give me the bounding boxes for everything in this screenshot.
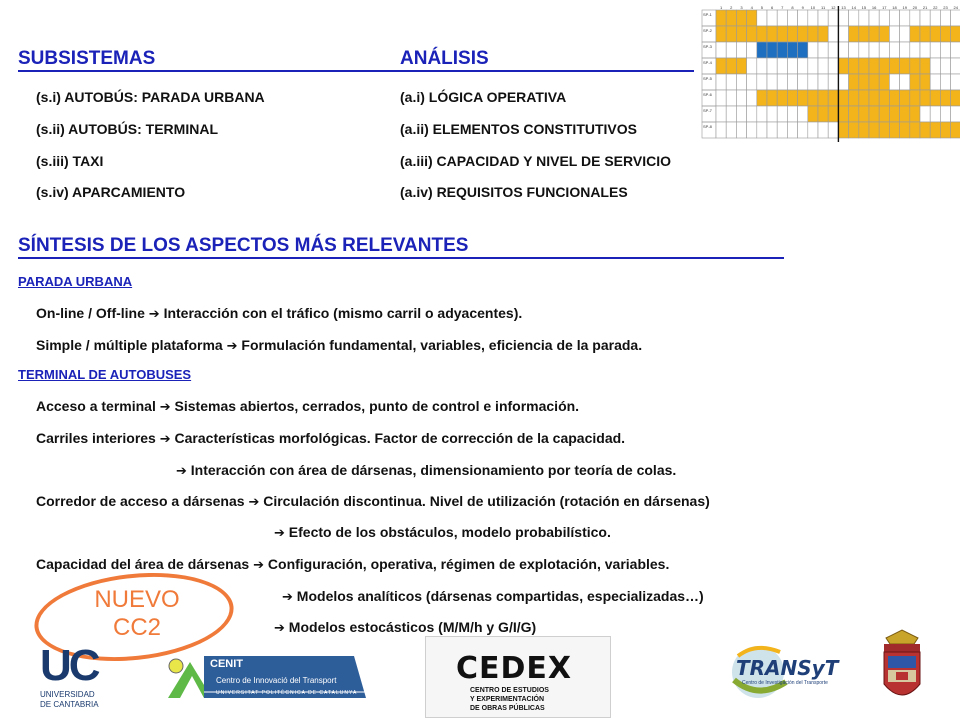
gantt-cell	[930, 90, 940, 106]
gantt-cell	[889, 74, 899, 90]
gantt-cell	[849, 10, 859, 26]
parada-line-1	[36, 305, 522, 322]
terminal-line-6-text: Configuración, operativa, régimen de explotación, variables.	[267, 556, 670, 572]
gantt-col-label: 22	[933, 5, 938, 10]
gantt-col-label: 15	[861, 5, 867, 10]
coat-of-arms-graphic	[878, 628, 926, 710]
cedex-line-3: DE OBRAS PÚBLICAS	[470, 705, 545, 712]
gantt-cell	[798, 74, 808, 90]
subsistema-item-1: (s.i) AUTOBÚS: PARADA URBANA	[36, 89, 265, 105]
transyt-logo	[716, 636, 850, 706]
gantt-cell	[889, 122, 899, 138]
gantt-cell	[900, 106, 910, 122]
gantt-cell	[869, 26, 879, 42]
gantt-cell	[889, 58, 899, 74]
gantt-cell	[767, 122, 777, 138]
gantt-cell	[859, 74, 869, 90]
gantt-cell	[798, 122, 808, 138]
gantt-cell	[787, 106, 797, 122]
gantt-cell	[818, 42, 828, 58]
gantt-cell	[828, 106, 838, 122]
gantt-cell	[940, 90, 950, 106]
gantt-cell	[849, 58, 859, 74]
gantt-cell	[818, 10, 828, 26]
gantt-cell	[838, 58, 848, 74]
sintesis-underline	[18, 257, 784, 259]
gantt-cell	[879, 26, 889, 42]
gantt-cell	[910, 10, 920, 26]
gantt-cell	[920, 26, 930, 42]
gantt-cell	[869, 122, 879, 138]
gantt-row-label: SP-6	[703, 92, 712, 97]
gantt-cell	[930, 122, 940, 138]
subsistemas-heading: SUBSISTEMAS	[18, 48, 156, 69]
gantt-cell	[726, 106, 736, 122]
gantt-cell	[838, 10, 848, 26]
gantt-cell	[726, 58, 736, 74]
gantt-cell	[849, 42, 859, 58]
gantt-cell	[736, 42, 746, 58]
gantt-cell	[828, 90, 838, 106]
gantt-cell	[828, 42, 838, 58]
gantt-cell	[879, 122, 889, 138]
gantt-cell	[828, 26, 838, 42]
gantt-cell	[930, 42, 940, 58]
gantt-cell	[869, 58, 879, 74]
arrow-icon: ➔	[148, 307, 160, 322]
parada-line-2	[36, 337, 642, 354]
gantt-cell	[757, 122, 767, 138]
gantt-cell	[716, 26, 726, 42]
transyt-wordmark: TRANSyT	[736, 656, 839, 680]
gantt-cell	[736, 90, 746, 106]
gantt-cell	[757, 74, 767, 90]
cedex-title: CEDEX	[456, 651, 573, 686]
gantt-cell	[726, 26, 736, 42]
gantt-cell	[736, 26, 746, 42]
gantt-row-label: SP-3	[703, 44, 712, 49]
analisis-item-1: (a.i) LÓGICA OPERATIVA	[400, 89, 567, 105]
arrow-icon: ➔	[226, 339, 238, 354]
gantt-cell	[849, 74, 859, 90]
gantt-cell	[757, 10, 767, 26]
gantt-col-label: 13	[841, 5, 846, 10]
gantt-cell	[828, 74, 838, 90]
gantt-cell	[798, 26, 808, 42]
gantt-cell	[889, 26, 899, 42]
terminal-line-6-lead: Capacidad del área de dársenas	[36, 556, 250, 572]
gantt-cell	[859, 90, 869, 106]
cedex-line-2: Y EXPERIMENTACIÓN	[470, 696, 545, 703]
gantt-cell	[910, 74, 920, 90]
gantt-cell	[940, 106, 950, 122]
gantt-cell	[767, 26, 777, 42]
arrow-icon: ➔	[274, 621, 285, 636]
gantt-cell	[777, 26, 787, 42]
gantt-cell	[920, 106, 930, 122]
gantt-cell	[940, 122, 950, 138]
gantt-col-label: 10	[810, 5, 816, 10]
gantt-cell	[879, 58, 889, 74]
gantt-cell	[747, 90, 757, 106]
gantt-col-label: 8	[791, 5, 794, 10]
terminal-line-1	[36, 398, 579, 415]
gantt-cell	[920, 90, 930, 106]
gantt-cell	[900, 42, 910, 58]
analisis-item-4: (a.iv) REQUISITOS FUNCIONALES	[400, 184, 628, 200]
gantt-cell	[818, 58, 828, 74]
gantt-cell	[951, 42, 960, 58]
gantt-cell	[879, 74, 889, 90]
gantt-cell	[910, 122, 920, 138]
gantt-col-label: 11	[821, 5, 826, 10]
gantt-cell	[777, 58, 787, 74]
gantt-cell	[767, 58, 777, 74]
gantt-cell	[951, 58, 960, 74]
gantt-row-label: SP-5	[703, 76, 712, 81]
terminal-line-3	[176, 462, 676, 479]
gantt-col-label: 14	[851, 5, 856, 10]
gantt-cell	[808, 74, 818, 90]
gantt-cell	[910, 42, 920, 58]
gantt-cell	[849, 122, 859, 138]
parada-urbana-title: PARADA URBANA	[18, 274, 133, 289]
gantt-col-label: 6	[770, 5, 774, 10]
gantt-cell	[838, 106, 848, 122]
gantt-cell	[747, 106, 757, 122]
gantt-cell	[920, 58, 930, 74]
gantt-cell	[767, 74, 777, 90]
gantt-col-label: 1	[719, 5, 723, 10]
terminal-line-6	[36, 556, 669, 573]
gantt-cell	[869, 10, 879, 26]
gantt-col-label: 16	[871, 5, 877, 10]
gantt-row-label: SP-1	[703, 12, 712, 17]
gantt-cell	[869, 106, 879, 122]
terminal-line-8-text: Modelos estocásticos (M/M/h y G/I/G)	[288, 619, 537, 635]
gantt-col-label: 12	[831, 5, 836, 10]
gantt-cell	[951, 74, 960, 90]
arrow-icon: ➔	[176, 464, 187, 479]
gantt-cell	[716, 10, 726, 26]
gantt-cell	[777, 10, 787, 26]
terminal-line-1-lead: Acceso a terminal	[36, 398, 156, 414]
gantt-cell	[767, 106, 777, 122]
cedex-line-1: CENTRO DE ESTUDIOS	[470, 687, 549, 694]
gantt-row-label: SP-4	[703, 60, 712, 65]
terminal-line-5-text: Efecto de los obstáculos, modelo probabilístico.	[288, 524, 611, 540]
gantt-cell	[838, 122, 848, 138]
cenit-university: UNIVERSITAT POLITÈCNICA DE CATALUNYA	[216, 690, 358, 696]
gantt-cell	[808, 106, 818, 122]
gantt-col-label: 3	[740, 5, 743, 10]
transyt-subtitle: Centro de Investigación del Transporte	[742, 680, 828, 686]
terminal-title: TERMINAL DE AUTOBUSES	[18, 367, 192, 382]
gantt-cell	[920, 122, 930, 138]
gantt-cell	[757, 58, 767, 74]
gantt-col-label: 21	[922, 5, 928, 10]
gantt-row-label: SP-7	[703, 108, 712, 113]
uc-logo-line-2: DE CANTABRIA	[40, 700, 99, 709]
gantt-cell	[787, 122, 797, 138]
terminal-line-4-text: Circulación discontinua. Nivel de utilización (rotación en dársenas)	[263, 493, 710, 509]
gantt-row-label: SP-8	[703, 124, 712, 129]
arrow-icon: ➔	[159, 432, 171, 447]
parada-line-1-text: Interacción con el tráfico (mismo carril o adyacentes).	[163, 305, 523, 321]
gantt-cell	[777, 74, 787, 90]
parada-line-2-text: Formulación fundamental, variables, eficiencia de la parada.	[241, 337, 643, 353]
top-heading-underline	[18, 70, 694, 72]
arrow-icon: ➔	[274, 526, 285, 541]
gantt-cell	[920, 42, 930, 58]
gantt-cell	[900, 122, 910, 138]
gantt-svg	[698, 4, 960, 150]
gantt-cell	[951, 10, 960, 26]
gantt-cell	[879, 10, 889, 26]
uc-logo	[40, 641, 130, 716]
cenit-title: CENIT	[210, 658, 243, 670]
gantt-cell	[889, 90, 899, 106]
uc-logo-mark: UC	[40, 641, 98, 690]
gantt-cell	[818, 106, 828, 122]
subsistema-item-4: (s.iv) APARCAMIENTO	[36, 184, 186, 200]
terminal-line-5	[274, 524, 611, 541]
gantt-cell	[716, 42, 726, 58]
gantt-cell	[808, 26, 818, 42]
gantt-cell	[940, 74, 950, 90]
gantt-cell	[849, 90, 859, 106]
gantt-cell	[828, 10, 838, 26]
gantt-cell	[849, 106, 859, 122]
gantt-cell	[818, 122, 828, 138]
terminal-line-4	[36, 493, 710, 510]
gantt-cell	[716, 106, 726, 122]
gantt-cell	[920, 74, 930, 90]
gantt-col-label: 7	[781, 5, 784, 10]
gantt-cell	[838, 42, 848, 58]
terminal-line-2-text: Características morfológicas. Factor de corrección de la capacidad.	[174, 430, 626, 446]
terminal-line-1-text: Sistemas abiertos, cerrados, punto de control e información.	[174, 398, 580, 414]
gantt-cell	[818, 74, 828, 90]
gantt-cell	[808, 10, 818, 26]
gantt-cell	[757, 106, 767, 122]
gantt-cell	[787, 10, 797, 26]
gantt-cell	[859, 26, 869, 42]
gantt-cell	[879, 90, 889, 106]
gantt-cell	[808, 58, 818, 74]
gantt-cell	[767, 42, 777, 58]
uc-logo-line-1: UNIVERSIDAD	[40, 690, 95, 699]
gantt-cell	[798, 106, 808, 122]
gantt-col-label: 24	[953, 5, 958, 10]
terminal-line-2-lead: Carriles interiores	[36, 430, 156, 446]
gantt-cell	[900, 58, 910, 74]
gantt-cell	[726, 10, 736, 26]
gantt-cell	[787, 58, 797, 74]
gantt-cell	[757, 42, 767, 58]
parada-line-2-lead: Simple / múltiple plataforma	[36, 337, 223, 353]
analisis-item-3: (a.iii) CAPACIDAD Y NIVEL DE SERVICIO	[400, 153, 671, 169]
gantt-cell	[726, 42, 736, 58]
gantt-cell	[859, 10, 869, 26]
terminal-line-7	[282, 588, 704, 605]
gantt-cell	[747, 26, 757, 42]
gantt-cell	[951, 26, 960, 42]
gantt-col-label: 19	[902, 5, 907, 10]
gantt-cell	[757, 90, 767, 106]
analisis-heading: ANÁLISIS	[400, 48, 489, 69]
gantt-cell	[859, 58, 869, 74]
gantt-cell	[828, 58, 838, 74]
cedex-logo	[425, 636, 611, 718]
gantt-cell	[798, 58, 808, 74]
gantt-cell	[787, 90, 797, 106]
gantt-cell	[838, 26, 848, 42]
gantt-cell	[920, 10, 930, 26]
gantt-cell	[798, 10, 808, 26]
gantt-cell	[869, 74, 879, 90]
gantt-cell	[798, 42, 808, 58]
gantt-cell	[777, 106, 787, 122]
gantt-cell	[798, 90, 808, 106]
gantt-cell	[859, 106, 869, 122]
gantt-cell	[767, 10, 777, 26]
gantt-cell	[900, 90, 910, 106]
gantt-cell	[777, 122, 787, 138]
gantt-col-label: 20	[912, 5, 918, 10]
sintesis-heading: SÍNTESIS DE LOS ASPECTOS MÁS RELEVANTES	[18, 235, 469, 256]
cenit-logo	[166, 654, 370, 700]
gantt-cell	[838, 74, 848, 90]
coat-of-arms-emblem	[878, 628, 926, 710]
gantt-cell	[716, 58, 726, 74]
gantt-cell	[940, 42, 950, 58]
gantt-cell	[879, 106, 889, 122]
gantt-cell	[808, 122, 818, 138]
gantt-cell	[889, 10, 899, 26]
gantt-cell	[736, 58, 746, 74]
gantt-cell	[859, 122, 869, 138]
gantt-cell	[747, 58, 757, 74]
gantt-col-label: 4	[750, 5, 753, 10]
gantt-cell	[889, 106, 899, 122]
gantt-col-label: 2	[730, 5, 733, 10]
terminal-line-4-lead: Corredor de acceso a dársenas	[36, 493, 245, 509]
gantt-cell	[930, 26, 940, 42]
gantt-cell	[930, 106, 940, 122]
terminal-line-7-text: Modelos analíticos (dársenas compartidas, especializadas…)	[296, 588, 704, 604]
gantt-cell	[900, 26, 910, 42]
stamp-line-2: CC2	[112, 614, 161, 641]
gantt-cell	[900, 74, 910, 90]
gantt-cell	[726, 90, 736, 106]
gantt-cell	[808, 42, 818, 58]
gantt-cell	[726, 74, 736, 90]
gantt-cell	[900, 10, 910, 26]
gantt-col-label: 18	[892, 5, 897, 10]
gantt-cell	[716, 74, 726, 90]
gantt-cell	[828, 122, 838, 138]
gantt-cell	[736, 74, 746, 90]
gantt-cell	[951, 106, 960, 122]
gantt-cell	[747, 74, 757, 90]
gantt-cell	[940, 26, 950, 42]
terminal-line-3-text: Interacción con área de dársenas, dimensionamiento por teoría de colas.	[190, 462, 677, 478]
gantt-cell	[838, 90, 848, 106]
gantt-col-label: 9	[801, 5, 804, 10]
stamp-line-1: NUEVO	[94, 586, 180, 613]
gantt-col-label: 17	[882, 5, 887, 10]
arrow-icon: ➔	[253, 558, 265, 573]
gantt-cell	[910, 106, 920, 122]
gantt-cell	[777, 90, 787, 106]
gantt-cell	[869, 42, 879, 58]
gantt-cell	[869, 90, 879, 106]
arrow-icon: ➔	[248, 495, 260, 510]
gantt-cell	[726, 122, 736, 138]
gantt-cell	[818, 26, 828, 42]
gantt-row-label: SP-2	[703, 28, 712, 33]
analisis-item-2: (a.ii) ELEMENTOS CONSTITUTIVOS	[400, 121, 637, 137]
gantt-cell	[757, 26, 767, 42]
gantt-cell	[859, 42, 869, 58]
gantt-chart	[698, 4, 960, 150]
gantt-cell	[879, 42, 889, 58]
subsistema-item-3: (s.iii) TAXI	[36, 153, 104, 169]
arrow-icon: ➔	[282, 590, 293, 605]
subsistema-item-2: (s.ii) AUTOBÚS: TERMINAL	[36, 121, 218, 137]
gantt-cell	[930, 58, 940, 74]
gantt-cell	[951, 90, 960, 106]
gantt-cell	[747, 122, 757, 138]
gantt-cell	[736, 106, 746, 122]
gantt-cell	[910, 90, 920, 106]
gantt-cell	[940, 10, 950, 26]
gantt-cell	[787, 74, 797, 90]
gantt-cell	[818, 90, 828, 106]
gantt-cell	[910, 26, 920, 42]
arrow-icon: ➔	[159, 400, 171, 415]
gantt-cell	[910, 58, 920, 74]
gantt-cell	[787, 42, 797, 58]
gantt-cell	[736, 122, 746, 138]
cenit-subtitle: Centro de Innovació del Transport	[216, 676, 337, 685]
gantt-cell	[951, 122, 960, 138]
gantt-cell	[930, 10, 940, 26]
gantt-cell	[747, 42, 757, 58]
gantt-cell	[716, 122, 726, 138]
gantt-cell	[777, 42, 787, 58]
gantt-cell	[747, 10, 757, 26]
gantt-cell	[736, 10, 746, 26]
parada-line-1-lead: On-line / Off-line	[36, 305, 145, 321]
terminal-line-2	[36, 430, 625, 447]
terminal-line-8	[274, 619, 536, 636]
gantt-cell	[716, 90, 726, 106]
nuevo-stamp-text	[72, 586, 202, 642]
gantt-cell	[808, 90, 818, 106]
gantt-cell	[940, 58, 950, 74]
gantt-cell	[930, 74, 940, 90]
gantt-cell	[889, 42, 899, 58]
gantt-cell	[767, 90, 777, 106]
gantt-cell	[787, 26, 797, 42]
gantt-cell	[849, 26, 859, 42]
gantt-col-label: 5	[760, 5, 764, 10]
gantt-col-label: 23	[943, 5, 948, 10]
